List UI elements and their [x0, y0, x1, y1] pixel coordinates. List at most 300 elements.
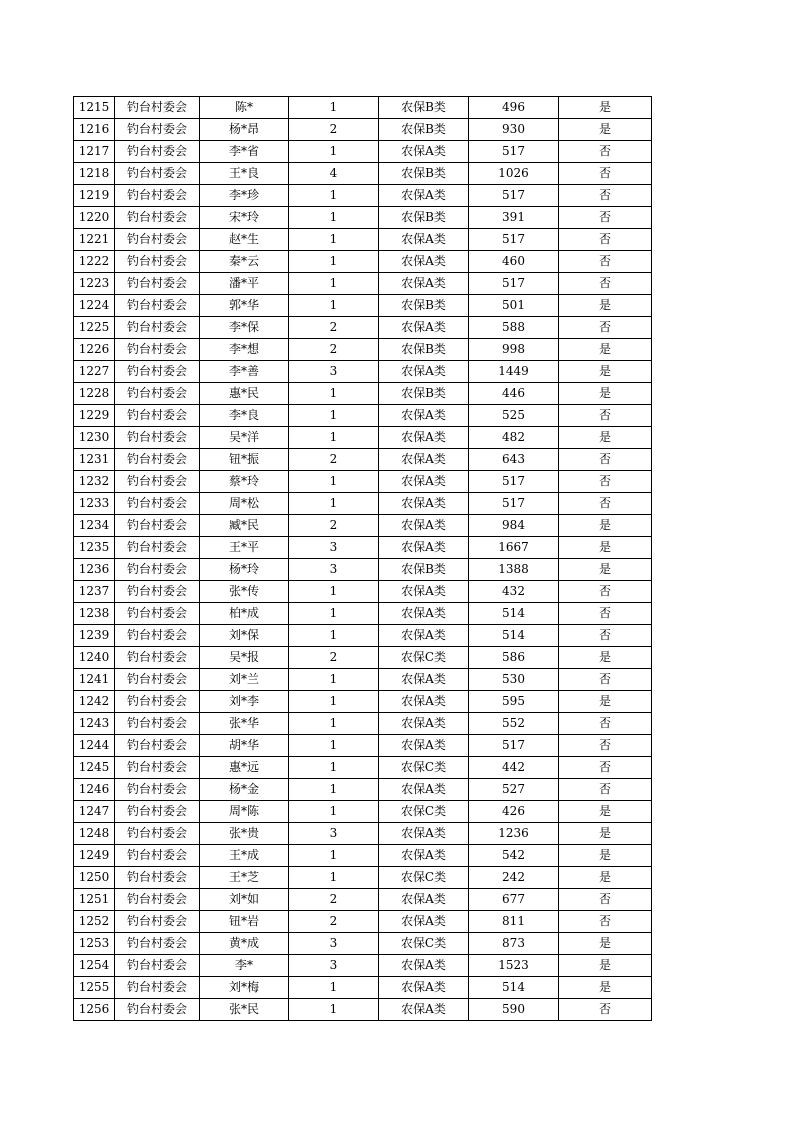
village-committee-cell: 钓台村委会 [115, 757, 200, 779]
insurance-type-cell: 农保A类 [379, 361, 469, 383]
amount-cell: 517 [469, 735, 559, 757]
amount-cell: 517 [469, 273, 559, 295]
person-name-cell: 李*善 [200, 361, 289, 383]
table-row [74, 119, 652, 141]
table-row [74, 471, 652, 493]
insurance-type-cell: 农保A类 [379, 405, 469, 427]
amount-cell: 501 [469, 295, 559, 317]
row-number-cell: 1227 [74, 361, 115, 383]
village-committee-cell: 钓台村委会 [115, 493, 200, 515]
amount-cell: 811 [469, 911, 559, 933]
person-name-cell: 王*成 [200, 845, 289, 867]
household-count-cell: 1 [289, 185, 379, 207]
household-count-cell: 1 [289, 779, 379, 801]
village-committee-cell: 钓台村委会 [115, 867, 200, 889]
row-number-cell: 1236 [74, 559, 115, 581]
village-committee-cell: 钓台村委会 [115, 735, 200, 757]
row-number-cell: 1250 [74, 867, 115, 889]
insurance-type-cell: 农保A类 [379, 273, 469, 295]
household-count-cell: 1 [289, 295, 379, 317]
village-committee-cell: 钓台村委会 [115, 471, 200, 493]
village-committee-cell: 钓台村委会 [115, 845, 200, 867]
amount-cell: 442 [469, 757, 559, 779]
table-row [74, 845, 652, 867]
insurance-type-cell: 农保A类 [379, 317, 469, 339]
village-committee-cell: 钓台村委会 [115, 669, 200, 691]
status-flag-cell: 否 [559, 185, 652, 207]
village-committee-cell: 钓台村委会 [115, 207, 200, 229]
status-flag-cell: 否 [559, 317, 652, 339]
village-committee-cell: 钓台村委会 [115, 999, 200, 1021]
village-committee-cell: 钓台村委会 [115, 251, 200, 273]
table-row [74, 735, 652, 757]
row-number-cell: 1234 [74, 515, 115, 537]
status-flag-cell: 否 [559, 713, 652, 735]
status-flag-cell: 是 [559, 823, 652, 845]
insurance-type-cell: 农保A类 [379, 229, 469, 251]
status-flag-cell: 否 [559, 669, 652, 691]
household-count-cell: 3 [289, 933, 379, 955]
person-name-cell: 赵*生 [200, 229, 289, 251]
row-number-cell: 1231 [74, 449, 115, 471]
amount-cell: 1236 [469, 823, 559, 845]
roster-body [74, 97, 652, 1021]
person-name-cell: 张*贵 [200, 823, 289, 845]
household-count-cell: 1 [289, 603, 379, 625]
table-row [74, 251, 652, 273]
household-count-cell: 2 [289, 515, 379, 537]
status-flag-cell: 是 [559, 955, 652, 977]
household-count-cell: 3 [289, 823, 379, 845]
row-number-cell: 1252 [74, 911, 115, 933]
insurance-type-cell: 农保A类 [379, 185, 469, 207]
amount-cell: 496 [469, 97, 559, 119]
household-count-cell: 2 [289, 449, 379, 471]
status-flag-cell: 否 [559, 889, 652, 911]
table-row [74, 449, 652, 471]
village-committee-cell: 钓台村委会 [115, 97, 200, 119]
row-number-cell: 1216 [74, 119, 115, 141]
person-name-cell: 李*珍 [200, 185, 289, 207]
row-number-cell: 1249 [74, 845, 115, 867]
village-committee-cell: 钓台村委会 [115, 405, 200, 427]
row-number-cell: 1232 [74, 471, 115, 493]
status-flag-cell: 是 [559, 515, 652, 537]
person-name-cell: 李* [200, 955, 289, 977]
village-committee-cell: 钓台村委会 [115, 449, 200, 471]
insurance-type-cell: 农保A类 [379, 779, 469, 801]
row-number-cell: 1215 [74, 97, 115, 119]
insurance-type-cell: 农保A类 [379, 955, 469, 977]
person-name-cell: 惠*远 [200, 757, 289, 779]
row-number-cell: 1254 [74, 955, 115, 977]
table-row [74, 339, 652, 361]
household-count-cell: 2 [289, 911, 379, 933]
person-name-cell: 李*良 [200, 405, 289, 427]
amount-cell: 1388 [469, 559, 559, 581]
person-name-cell: 杨*金 [200, 779, 289, 801]
status-flag-cell: 是 [559, 537, 652, 559]
table-row [74, 603, 652, 625]
row-number-cell: 1222 [74, 251, 115, 273]
status-flag-cell: 否 [559, 757, 652, 779]
person-name-cell: 黄*成 [200, 933, 289, 955]
amount-cell: 677 [469, 889, 559, 911]
status-flag-cell: 否 [559, 493, 652, 515]
village-committee-cell: 钓台村委会 [115, 581, 200, 603]
table-row [74, 273, 652, 295]
person-name-cell: 刘*如 [200, 889, 289, 911]
status-flag-cell: 否 [559, 779, 652, 801]
village-committee-cell: 钓台村委会 [115, 141, 200, 163]
village-committee-cell: 钓台村委会 [115, 185, 200, 207]
village-committee-cell: 钓台村委会 [115, 273, 200, 295]
household-count-cell: 1 [289, 977, 379, 999]
village-committee-cell: 钓台村委会 [115, 801, 200, 823]
household-count-cell: 1 [289, 757, 379, 779]
village-committee-cell: 钓台村委会 [115, 537, 200, 559]
insurance-type-cell: 农保B类 [379, 295, 469, 317]
person-name-cell: 潘*平 [200, 273, 289, 295]
village-committee-cell: 钓台村委会 [115, 361, 200, 383]
table-row [74, 493, 652, 515]
village-committee-cell: 钓台村委会 [115, 889, 200, 911]
table-row [74, 889, 652, 911]
household-count-cell: 2 [289, 889, 379, 911]
amount-cell: 542 [469, 845, 559, 867]
status-flag-cell: 是 [559, 383, 652, 405]
person-name-cell: 秦*云 [200, 251, 289, 273]
row-number-cell: 1218 [74, 163, 115, 185]
insurance-type-cell: 农保A类 [379, 141, 469, 163]
amount-cell: 643 [469, 449, 559, 471]
insurance-type-cell: 农保A类 [379, 493, 469, 515]
household-count-cell: 1 [289, 207, 379, 229]
village-committee-cell: 钓台村委会 [115, 933, 200, 955]
table-row [74, 207, 652, 229]
table-row [74, 141, 652, 163]
row-number-cell: 1235 [74, 537, 115, 559]
amount-cell: 514 [469, 603, 559, 625]
amount-cell: 527 [469, 779, 559, 801]
table-row [74, 581, 652, 603]
insurance-type-cell: 农保A类 [379, 735, 469, 757]
amount-cell: 514 [469, 977, 559, 999]
table-row [74, 801, 652, 823]
amount-cell: 984 [469, 515, 559, 537]
person-name-cell: 李*想 [200, 339, 289, 361]
household-count-cell: 2 [289, 317, 379, 339]
row-number-cell: 1256 [74, 999, 115, 1021]
status-flag-cell: 否 [559, 251, 652, 273]
status-flag-cell: 否 [559, 405, 652, 427]
insurance-type-cell: 农保A类 [379, 603, 469, 625]
row-number-cell: 1230 [74, 427, 115, 449]
status-flag-cell: 否 [559, 141, 652, 163]
insurance-type-cell: 农保B类 [379, 119, 469, 141]
person-name-cell: 周*陈 [200, 801, 289, 823]
table-row [74, 867, 652, 889]
insurance-type-cell: 农保B类 [379, 383, 469, 405]
village-committee-cell: 钓台村委会 [115, 691, 200, 713]
person-name-cell: 李*省 [200, 141, 289, 163]
status-flag-cell: 否 [559, 603, 652, 625]
table-row [74, 317, 652, 339]
insurance-type-cell: 农保A类 [379, 889, 469, 911]
village-committee-cell: 钓台村委会 [115, 823, 200, 845]
household-count-cell: 1 [289, 471, 379, 493]
village-committee-cell: 钓台村委会 [115, 779, 200, 801]
person-name-cell: 柏*成 [200, 603, 289, 625]
village-committee-cell: 钓台村委会 [115, 383, 200, 405]
insurance-type-cell: 农保A类 [379, 911, 469, 933]
row-number-cell: 1242 [74, 691, 115, 713]
row-number-cell: 1226 [74, 339, 115, 361]
row-number-cell: 1223 [74, 273, 115, 295]
row-number-cell: 1217 [74, 141, 115, 163]
row-number-cell: 1239 [74, 625, 115, 647]
row-number-cell: 1243 [74, 713, 115, 735]
row-number-cell: 1233 [74, 493, 115, 515]
row-number-cell: 1219 [74, 185, 115, 207]
household-count-cell: 3 [289, 559, 379, 581]
insurance-type-cell: 农保C类 [379, 801, 469, 823]
insurance-type-cell: 农保C类 [379, 933, 469, 955]
village-committee-cell: 钓台村委会 [115, 647, 200, 669]
household-count-cell: 4 [289, 163, 379, 185]
village-committee-cell: 钓台村委会 [115, 339, 200, 361]
insurance-type-cell: 农保A类 [379, 691, 469, 713]
village-committee-cell: 钓台村委会 [115, 911, 200, 933]
village-committee-cell: 钓台村委会 [115, 427, 200, 449]
insurance-type-cell: 农保C类 [379, 647, 469, 669]
amount-cell: 586 [469, 647, 559, 669]
row-number-cell: 1244 [74, 735, 115, 757]
status-flag-cell: 是 [559, 97, 652, 119]
person-name-cell: 张*华 [200, 713, 289, 735]
table-row [74, 97, 652, 119]
amount-cell: 391 [469, 207, 559, 229]
insurance-type-cell: 农保A类 [379, 713, 469, 735]
table-row [74, 977, 652, 999]
status-flag-cell: 否 [559, 229, 652, 251]
table-row [74, 405, 652, 427]
amount-cell: 530 [469, 669, 559, 691]
row-number-cell: 1220 [74, 207, 115, 229]
insurance-type-cell: 农保A类 [379, 581, 469, 603]
row-number-cell: 1248 [74, 823, 115, 845]
insurance-type-cell: 农保A类 [379, 449, 469, 471]
insurance-type-cell: 农保A类 [379, 251, 469, 273]
person-name-cell: 钮*振 [200, 449, 289, 471]
table-row [74, 361, 652, 383]
household-count-cell: 1 [289, 669, 379, 691]
person-name-cell: 刘*李 [200, 691, 289, 713]
amount-cell: 517 [469, 141, 559, 163]
amount-cell: 873 [469, 933, 559, 955]
household-count-cell: 1 [289, 625, 379, 647]
person-name-cell: 刘*保 [200, 625, 289, 647]
amount-cell: 595 [469, 691, 559, 713]
village-committee-cell: 钓台村委会 [115, 163, 200, 185]
roster-table [73, 96, 652, 1021]
row-number-cell: 1246 [74, 779, 115, 801]
person-name-cell: 刘*兰 [200, 669, 289, 691]
household-count-cell: 1 [289, 581, 379, 603]
village-committee-cell: 钓台村委会 [115, 229, 200, 251]
status-flag-cell: 是 [559, 801, 652, 823]
status-flag-cell: 否 [559, 625, 652, 647]
status-flag-cell: 否 [559, 735, 652, 757]
household-count-cell: 1 [289, 735, 379, 757]
table-row [74, 229, 652, 251]
person-name-cell: 胡*华 [200, 735, 289, 757]
insurance-type-cell: 农保C类 [379, 867, 469, 889]
village-committee-cell: 钓台村委会 [115, 515, 200, 537]
insurance-type-cell: 农保B类 [379, 207, 469, 229]
table-row [74, 713, 652, 735]
table-row [74, 383, 652, 405]
table-row [74, 999, 652, 1021]
insurance-type-cell: 农保A类 [379, 999, 469, 1021]
insurance-type-cell: 农保A类 [379, 537, 469, 559]
household-count-cell: 1 [289, 97, 379, 119]
village-committee-cell: 钓台村委会 [115, 955, 200, 977]
village-committee-cell: 钓台村委会 [115, 603, 200, 625]
table-row [74, 625, 652, 647]
amount-cell: 588 [469, 317, 559, 339]
amount-cell: 517 [469, 493, 559, 515]
insurance-type-cell: 农保B类 [379, 163, 469, 185]
person-name-cell: 王*良 [200, 163, 289, 185]
amount-cell: 998 [469, 339, 559, 361]
status-flag-cell: 否 [559, 449, 652, 471]
row-number-cell: 1229 [74, 405, 115, 427]
status-flag-cell: 是 [559, 691, 652, 713]
insurance-type-cell: 农保A类 [379, 471, 469, 493]
insurance-type-cell: 农保A类 [379, 625, 469, 647]
household-count-cell: 1 [289, 713, 379, 735]
amount-cell: 590 [469, 999, 559, 1021]
table-row [74, 669, 652, 691]
status-flag-cell: 是 [559, 647, 652, 669]
household-count-cell: 1 [289, 801, 379, 823]
household-count-cell: 1 [289, 845, 379, 867]
row-number-cell: 1253 [74, 933, 115, 955]
table-row [74, 757, 652, 779]
household-count-cell: 2 [289, 119, 379, 141]
person-name-cell: 杨*昂 [200, 119, 289, 141]
row-number-cell: 1224 [74, 295, 115, 317]
status-flag-cell: 是 [559, 339, 652, 361]
status-flag-cell: 否 [559, 207, 652, 229]
status-flag-cell: 否 [559, 999, 652, 1021]
person-name-cell: 杨*玲 [200, 559, 289, 581]
village-committee-cell: 钓台村委会 [115, 317, 200, 339]
amount-cell: 432 [469, 581, 559, 603]
amount-cell: 517 [469, 229, 559, 251]
status-flag-cell: 是 [559, 559, 652, 581]
household-count-cell: 1 [289, 273, 379, 295]
household-count-cell: 2 [289, 647, 379, 669]
table-row [74, 427, 652, 449]
amount-cell: 426 [469, 801, 559, 823]
table-row [74, 955, 652, 977]
village-committee-cell: 钓台村委会 [115, 625, 200, 647]
household-count-cell: 1 [289, 999, 379, 1021]
household-count-cell: 1 [289, 251, 379, 273]
person-name-cell: 刘*梅 [200, 977, 289, 999]
person-name-cell: 张*传 [200, 581, 289, 603]
amount-cell: 930 [469, 119, 559, 141]
table-row [74, 559, 652, 581]
table-row [74, 779, 652, 801]
status-flag-cell: 是 [559, 977, 652, 999]
amount-cell: 446 [469, 383, 559, 405]
status-flag-cell: 否 [559, 273, 652, 295]
amount-cell: 514 [469, 625, 559, 647]
insurance-type-cell: 农保A类 [379, 427, 469, 449]
insurance-type-cell: 农保A类 [379, 845, 469, 867]
status-flag-cell: 是 [559, 427, 652, 449]
person-name-cell: 陈* [200, 97, 289, 119]
person-name-cell: 王*芝 [200, 867, 289, 889]
row-number-cell: 1238 [74, 603, 115, 625]
status-flag-cell: 是 [559, 119, 652, 141]
amount-cell: 460 [469, 251, 559, 273]
amount-cell: 517 [469, 185, 559, 207]
table-row [74, 691, 652, 713]
amount-cell: 517 [469, 471, 559, 493]
household-count-cell: 3 [289, 361, 379, 383]
row-number-cell: 1237 [74, 581, 115, 603]
row-number-cell: 1251 [74, 889, 115, 911]
row-number-cell: 1255 [74, 977, 115, 999]
household-count-cell: 3 [289, 537, 379, 559]
amount-cell: 525 [469, 405, 559, 427]
row-number-cell: 1225 [74, 317, 115, 339]
insurance-type-cell: 农保A类 [379, 977, 469, 999]
person-name-cell: 王*平 [200, 537, 289, 559]
person-name-cell: 张*民 [200, 999, 289, 1021]
household-count-cell: 3 [289, 955, 379, 977]
table-row [74, 823, 652, 845]
status-flag-cell: 是 [559, 867, 652, 889]
table-row [74, 537, 652, 559]
row-number-cell: 1221 [74, 229, 115, 251]
amount-cell: 482 [469, 427, 559, 449]
person-name-cell: 郭*华 [200, 295, 289, 317]
status-flag-cell: 否 [559, 471, 652, 493]
village-committee-cell: 钓台村委会 [115, 119, 200, 141]
status-flag-cell: 是 [559, 361, 652, 383]
row-number-cell: 1245 [74, 757, 115, 779]
household-count-cell: 1 [289, 427, 379, 449]
village-committee-cell: 钓台村委会 [115, 559, 200, 581]
household-count-cell: 1 [289, 493, 379, 515]
insurance-type-cell: 农保A类 [379, 823, 469, 845]
person-name-cell: 臧*民 [200, 515, 289, 537]
household-count-cell: 1 [289, 405, 379, 427]
status-flag-cell: 是 [559, 845, 652, 867]
village-committee-cell: 钓台村委会 [115, 977, 200, 999]
insurance-type-cell: 农保C类 [379, 757, 469, 779]
insurance-type-cell: 农保B类 [379, 339, 469, 361]
person-name-cell: 惠*民 [200, 383, 289, 405]
amount-cell: 1667 [469, 537, 559, 559]
row-number-cell: 1228 [74, 383, 115, 405]
person-name-cell: 蔡*玲 [200, 471, 289, 493]
